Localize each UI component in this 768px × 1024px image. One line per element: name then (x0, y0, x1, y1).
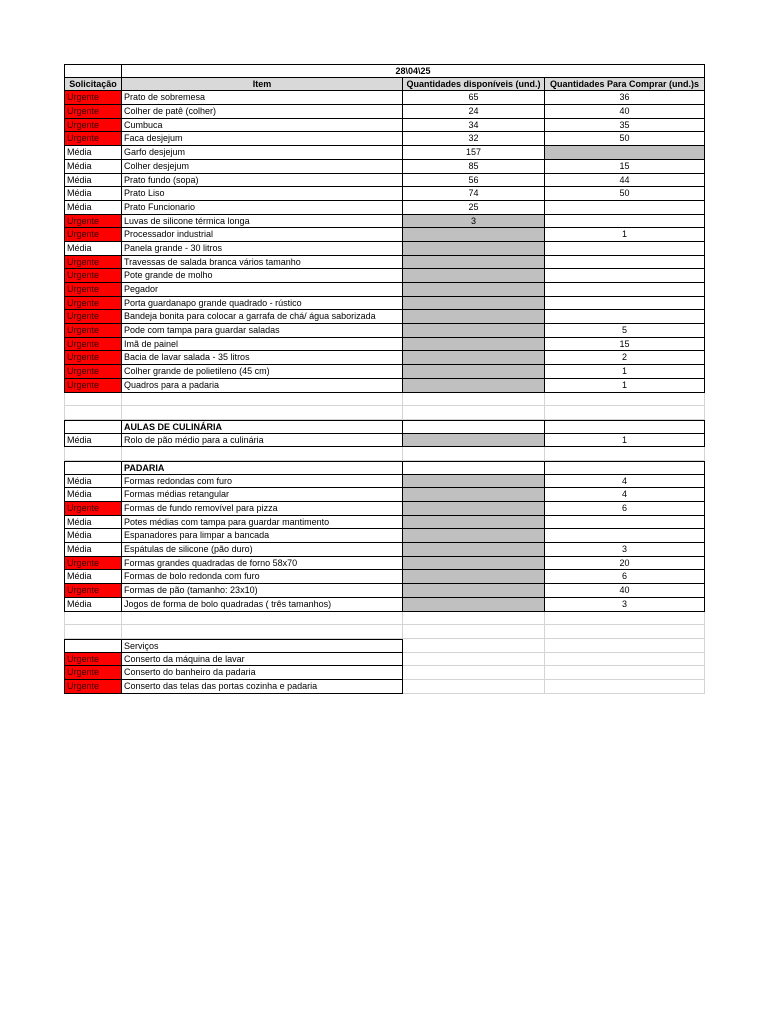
available-cell (403, 434, 545, 448)
buy-cell (545, 146, 705, 160)
table-row (64, 297, 705, 311)
table-row (64, 215, 705, 229)
table-row (64, 105, 705, 119)
priority-cell: Média (64, 475, 122, 489)
empty-row (64, 406, 705, 420)
buy-cell: 3 (545, 543, 705, 557)
priority-cell: Urgente (64, 653, 122, 667)
empty-cell (122, 625, 403, 639)
priority-cell: Urgente (64, 365, 122, 379)
section-title: AULAS DE CULINÁRIA (122, 420, 403, 434)
priority-cell: Média (64, 488, 122, 502)
table-row (64, 119, 705, 133)
priority-cell: Média (64, 570, 122, 584)
buy-cell: 50 (545, 132, 705, 146)
item-cell: Pegador (122, 283, 403, 297)
empty-cell (545, 639, 705, 653)
item-cell: Colher de patê (colher) (122, 105, 403, 119)
priority-cell: Urgente (64, 557, 122, 571)
buy-cell: 15 (545, 160, 705, 174)
section-title: PADARIA (122, 461, 403, 475)
item-cell: Espanadores para limpar a bancada (122, 529, 403, 543)
table-row (64, 543, 705, 557)
buy-cell: 20 (545, 557, 705, 571)
priority-cell: Média (64, 529, 122, 543)
item-cell: Processador industrial (122, 228, 403, 242)
empty-cell (403, 639, 545, 653)
buy-cell (545, 297, 705, 311)
section-title: Serviços (122, 639, 403, 653)
empty-row (64, 393, 705, 407)
available-cell: 25 (403, 201, 545, 215)
available-cell (403, 516, 545, 530)
table-row (64, 488, 705, 502)
available-cell: 85 (403, 160, 545, 174)
priority-cell: Média (64, 516, 122, 530)
buy-cell: 1 (545, 228, 705, 242)
header-solicitacao: Solicitação (64, 78, 122, 92)
item-cell: Formas de bolo redonda com furo (122, 570, 403, 584)
empty-cell (64, 406, 122, 420)
date-cell: 28\04\25 (122, 64, 705, 78)
available-cell: 24 (403, 105, 545, 119)
priority-cell: Média (64, 543, 122, 557)
item-cell: Travessas de salada branca vários tamanho (122, 256, 403, 270)
buy-cell (545, 256, 705, 270)
available-cell (403, 365, 545, 379)
main-items-body (64, 91, 705, 392)
available-cell (403, 256, 545, 270)
item-cell: Panela grande - 30 litros (122, 242, 403, 256)
available-cell (403, 269, 545, 283)
table-row (64, 351, 705, 365)
table-row (64, 310, 705, 324)
buy-cell: 40 (545, 584, 705, 598)
table-row (64, 256, 705, 270)
empty-row (64, 612, 705, 626)
item-cell: Formas de fundo removível para pizza (122, 502, 403, 516)
buy-cell (545, 283, 705, 297)
item-cell: Espátulas de silicone (pão duro) (122, 543, 403, 557)
priority-cell: Urgente (64, 228, 122, 242)
available-cell: 3 (403, 215, 545, 229)
item-cell: Bandeja bonita para colocar a garrafa de chá/ água saborizada (122, 310, 403, 324)
table-row (64, 283, 705, 297)
section-header-row (64, 461, 705, 475)
buy-cell: 35 (545, 119, 705, 133)
empty-cell (64, 393, 122, 407)
table-row (64, 516, 705, 530)
header-comprar: Quantidades Para Comprar (und.)s (545, 78, 705, 92)
item-cell: Conserto da máquina de lavar (122, 653, 403, 667)
priority-cell: Urgente (64, 324, 122, 338)
buy-cell: 6 (545, 570, 705, 584)
item-cell: Quadros para a padaria (122, 379, 403, 393)
item-cell: Prato Funcionario (122, 201, 403, 215)
priority-cell: Urgente (64, 680, 122, 694)
buy-cell: 6 (545, 502, 705, 516)
available-cell: 74 (403, 187, 545, 201)
empty-cell (545, 612, 705, 626)
table-row (64, 584, 705, 598)
buy-cell (545, 310, 705, 324)
item-cell: Prato Liso (122, 187, 403, 201)
empty-cell (122, 406, 403, 420)
item-cell: Potes médias com tampa para guardar mantimento (122, 516, 403, 530)
priority-cell: Urgente (64, 283, 122, 297)
priority-cell: Média (64, 242, 122, 256)
available-cell (403, 310, 545, 324)
available-cell (403, 297, 545, 311)
priority-cell: Média (64, 434, 122, 448)
buy-cell (545, 269, 705, 283)
table-row (64, 557, 705, 571)
item-cell: Formas redondas com furo (122, 475, 403, 489)
item-cell: Faca desjejum (122, 132, 403, 146)
available-cell: 32 (403, 132, 545, 146)
empty-cell (545, 393, 705, 407)
header-disponiveis: Quantidades disponíveis (und.) (403, 78, 545, 92)
priority-cell: Urgente (64, 297, 122, 311)
empty-cell (64, 447, 122, 461)
available-cell (403, 228, 545, 242)
table-row (64, 529, 705, 543)
priority-cell: Média (64, 146, 122, 160)
available-cell (403, 379, 545, 393)
empty-cell (403, 406, 545, 420)
table-row (64, 132, 705, 146)
priority-cell: Média (64, 160, 122, 174)
table-row (64, 187, 705, 201)
section-header-row (64, 639, 705, 653)
buy-cell: 5 (545, 324, 705, 338)
priority-cell: Urgente (64, 666, 122, 680)
buy-cell (545, 242, 705, 256)
blank-cell (403, 420, 545, 434)
table-row (64, 598, 705, 612)
blank-cell (64, 639, 122, 653)
empty-cell (545, 447, 705, 461)
buy-cell: 40 (545, 105, 705, 119)
table-row (64, 379, 705, 393)
item-cell: Luvas de silicone térmica longa (122, 215, 403, 229)
table-row (64, 324, 705, 338)
priority-cell: Urgente (64, 351, 122, 365)
table-row (64, 91, 705, 105)
date-row (64, 64, 705, 78)
blank-cell (545, 420, 705, 434)
priority-cell: Urgente (64, 132, 122, 146)
empty-cell (403, 625, 545, 639)
buy-cell: 3 (545, 598, 705, 612)
empty-cell (545, 406, 705, 420)
available-cell (403, 351, 545, 365)
item-cell: Garfo desjejum (122, 146, 403, 160)
available-cell (403, 598, 545, 612)
table-row (64, 434, 705, 448)
buy-cell: 15 (545, 338, 705, 352)
empty-cell (545, 625, 705, 639)
table-row (64, 242, 705, 256)
priority-cell: Urgente (64, 379, 122, 393)
table-row (64, 228, 705, 242)
table-row (64, 146, 705, 160)
item-cell: Prato fundo (sopa) (122, 174, 403, 188)
item-cell: Cumbuca (122, 119, 403, 133)
priority-cell: Urgente (64, 256, 122, 270)
table-row (64, 680, 705, 694)
priority-cell: Média (64, 598, 122, 612)
buy-cell: 4 (545, 475, 705, 489)
available-cell (403, 570, 545, 584)
empty-cell (64, 625, 122, 639)
empty-cell (122, 612, 403, 626)
available-cell (403, 543, 545, 557)
empty-row (64, 447, 705, 461)
table-row (64, 365, 705, 379)
buy-cell: 1 (545, 434, 705, 448)
empty-cell (64, 612, 122, 626)
table-row (64, 269, 705, 283)
priority-cell: Média (64, 187, 122, 201)
priority-cell: Urgente (64, 119, 122, 133)
item-cell: Porta guardanapo grande quadrado - rústico (122, 297, 403, 311)
priority-cell: Urgente (64, 338, 122, 352)
section-header-row (64, 420, 705, 434)
buy-cell: 44 (545, 174, 705, 188)
empty-cell (545, 653, 705, 667)
available-cell: 34 (403, 119, 545, 133)
item-cell: Conserto das telas das portas cozinha e padaria (122, 680, 403, 694)
header-item: Item (122, 78, 403, 92)
item-cell: Imã de painel (122, 338, 403, 352)
empty-row (64, 625, 705, 639)
blank-cell (64, 64, 122, 78)
buy-cell: 1 (545, 379, 705, 393)
available-cell (403, 488, 545, 502)
empty-cell (403, 447, 545, 461)
available-cell (403, 502, 545, 516)
buy-cell (545, 516, 705, 530)
blank-cell (64, 461, 122, 475)
table-row (64, 570, 705, 584)
item-cell: Jogos de forma de bolo quadradas ( três tamanhos) (122, 598, 403, 612)
item-cell: Conserto do banheiro da padaria (122, 666, 403, 680)
item-cell: Rolo de pão médio para a culinária (122, 434, 403, 448)
item-cell: Pote grande de molho (122, 269, 403, 283)
table-row (64, 160, 705, 174)
available-cell: 65 (403, 91, 545, 105)
available-cell (403, 584, 545, 598)
item-cell: Formas de pão (tamanho: 23x10) (122, 584, 403, 598)
blank-cell (64, 420, 122, 434)
empty-cell (403, 653, 545, 667)
table-row (64, 666, 705, 680)
priority-cell: Urgente (64, 91, 122, 105)
header-row (64, 78, 705, 92)
spreadsheet (64, 64, 705, 694)
priority-cell: Urgente (64, 310, 122, 324)
available-cell (403, 529, 545, 543)
table-row (64, 653, 705, 667)
buy-cell: 2 (545, 351, 705, 365)
item-cell: Pode com tampa para guardar saladas (122, 324, 403, 338)
table-row (64, 338, 705, 352)
table-row (64, 201, 705, 215)
item-cell: Colher desjejum (122, 160, 403, 174)
available-cell: 56 (403, 174, 545, 188)
priority-cell: Urgente (64, 215, 122, 229)
buy-cell: 1 (545, 365, 705, 379)
empty-cell (545, 680, 705, 694)
available-cell (403, 283, 545, 297)
available-cell (403, 557, 545, 571)
available-cell (403, 338, 545, 352)
buy-cell: 36 (545, 91, 705, 105)
buy-cell (545, 529, 705, 543)
buy-cell (545, 215, 705, 229)
available-cell (403, 475, 545, 489)
blank-cell (403, 461, 545, 475)
empty-cell (403, 393, 545, 407)
item-cell: Formas médias retangular (122, 488, 403, 502)
buy-cell (545, 201, 705, 215)
empty-cell (545, 666, 705, 680)
blank-cell (545, 461, 705, 475)
priority-cell: Média (64, 174, 122, 188)
available-cell (403, 242, 545, 256)
priority-cell: Urgente (64, 502, 122, 516)
item-cell: Colher grande de polietileno (45 cm) (122, 365, 403, 379)
item-cell: Bacia de lavar salada - 35 litros (122, 351, 403, 365)
empty-cell (122, 393, 403, 407)
priority-cell: Média (64, 201, 122, 215)
empty-cell (403, 666, 545, 680)
item-cell: Formas grandes quadradas de forno 58x70 (122, 557, 403, 571)
sections-body (64, 393, 705, 694)
priority-cell: Urgente (64, 269, 122, 283)
table-row (64, 475, 705, 489)
available-cell (403, 324, 545, 338)
available-cell: 157 (403, 146, 545, 160)
buy-cell: 50 (545, 187, 705, 201)
buy-cell: 4 (545, 488, 705, 502)
table-row (64, 502, 705, 516)
priority-cell: Urgente (64, 105, 122, 119)
empty-cell (403, 680, 545, 694)
table-row (64, 174, 705, 188)
empty-cell (122, 447, 403, 461)
item-cell: Prato de sobremesa (122, 91, 403, 105)
priority-cell: Urgente (64, 584, 122, 598)
empty-cell (403, 612, 545, 626)
